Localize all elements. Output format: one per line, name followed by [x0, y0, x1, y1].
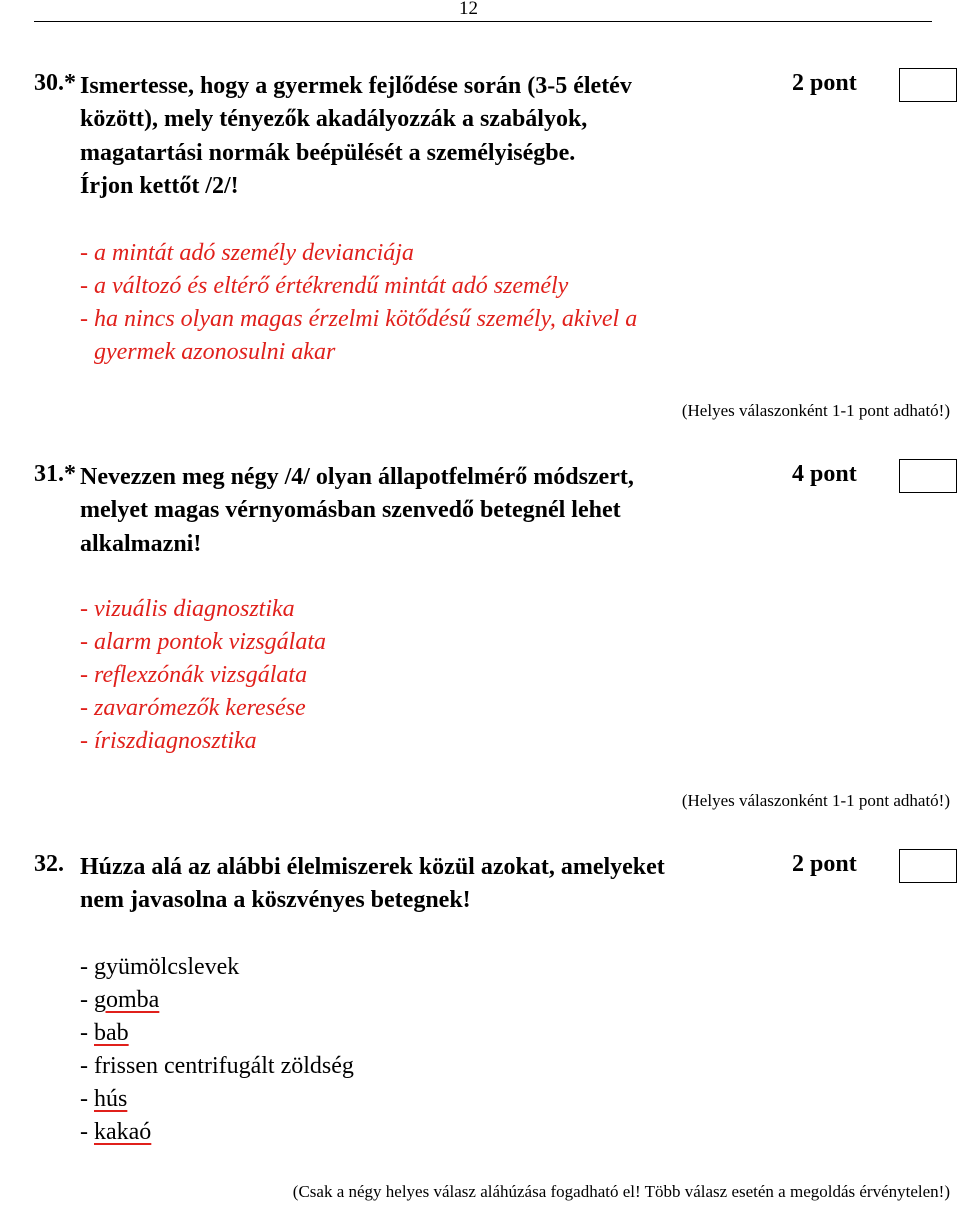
option-prefix: -: [80, 954, 94, 980]
question-32-scoring-note: (Csak a négy helyes válasz aláhúzása fogadható el! Több válasz esetén a megoldás érvénytelen!): [292, 1182, 950, 1201]
question-32-options: [80, 951, 354, 1149]
question-31-scoring-note: (Helyes válaszonként 1-1 pont adható!): [681, 791, 950, 810]
answer-item: - a mintát adó személy devianciája: [80, 240, 414, 266]
question-32-score-box[interactable]: [899, 849, 957, 883]
question-30-line: között), mely tényezők akadályozzák a szabályok,: [80, 106, 588, 133]
question-30-line: Ismertesse, hogy a gyermek fejlődése során (3-5 életév: [80, 73, 632, 99]
option-text-underlined: kakaó: [94, 1119, 152, 1145]
question-31-text: [80, 461, 634, 561]
question-31-score-box[interactable]: [899, 459, 957, 493]
answer-item: - vizuális diagnosztika: [80, 596, 295, 622]
question-32-line: nem javasolna a köszvényes betegnek!: [80, 887, 471, 914]
question-32-points: 2 pont: [792, 851, 857, 877]
option-text-underlined: gomba: [94, 987, 160, 1013]
option-prefix: -: [80, 1119, 94, 1145]
question-32-line: Húzza alá az alábbi élelmiszerek közül azokat, amelyeket: [80, 854, 665, 880]
option-text: frissen centrifugált zöldség: [94, 1053, 354, 1079]
food-option[interactable]: [80, 1083, 354, 1116]
answer-item: gyermek azonosulni akar: [94, 339, 336, 365]
question-31-line: Nevezzen meg négy /4/ olyan állapotfelmérő módszert,: [80, 464, 634, 490]
page-number: 12: [459, 0, 478, 19]
option-prefix: -: [80, 987, 94, 1013]
question-31-line: melyet magas vérnyomásban szenvedő betegnél lehet: [80, 497, 621, 524]
question-32-number: 32.: [34, 851, 64, 877]
question-30-line: Írjon kettőt /2/!: [80, 172, 239, 199]
question-30-scoring-note: (Helyes válaszonként 1-1 pont adható!): [681, 401, 950, 420]
question-30-answers: [80, 237, 637, 369]
question-32-text: [80, 851, 665, 918]
question-31-answers: [80, 593, 326, 758]
answer-item: - reflexzónák vizsgálata: [80, 662, 308, 688]
question-31-number: 31.*: [34, 461, 76, 487]
answer-item: - íriszdiagnosztika: [80, 728, 257, 754]
food-option[interactable]: [80, 984, 354, 1017]
answer-item: - a változó és eltérő értékrendű mintát adó személy: [80, 273, 569, 299]
question-30-number: 30.*: [34, 70, 76, 96]
option-prefix: -: [80, 1086, 94, 1112]
question-30-score-box[interactable]: [899, 68, 957, 102]
question-30-points: 2 pont: [792, 70, 857, 96]
option-prefix: -: [80, 1053, 94, 1079]
question-30-line: magatartási normák beépülését a személyiségbe.: [80, 139, 576, 166]
option-text-underlined: bab: [94, 1020, 129, 1046]
food-option[interactable]: [80, 1050, 354, 1083]
option-text-underlined: hús: [94, 1086, 128, 1112]
header-rule: [34, 21, 932, 22]
answer-item: - zavarómezők keresése: [80, 695, 306, 721]
food-option[interactable]: [80, 1116, 354, 1149]
question-31-points: 4 pont: [792, 461, 857, 487]
option-text: gyümölcslevek: [94, 954, 240, 980]
answer-item: - alarm pontok vizsgálata: [80, 629, 326, 655]
food-option[interactable]: [80, 951, 354, 984]
question-31-line: alkalmazni!: [80, 530, 202, 557]
answer-item: - ha nincs olyan magas érzelmi kötődésű személy, akivel a: [80, 306, 638, 332]
question-30-text: [80, 70, 632, 203]
food-option[interactable]: [80, 1017, 354, 1050]
option-prefix: -: [80, 1020, 94, 1046]
